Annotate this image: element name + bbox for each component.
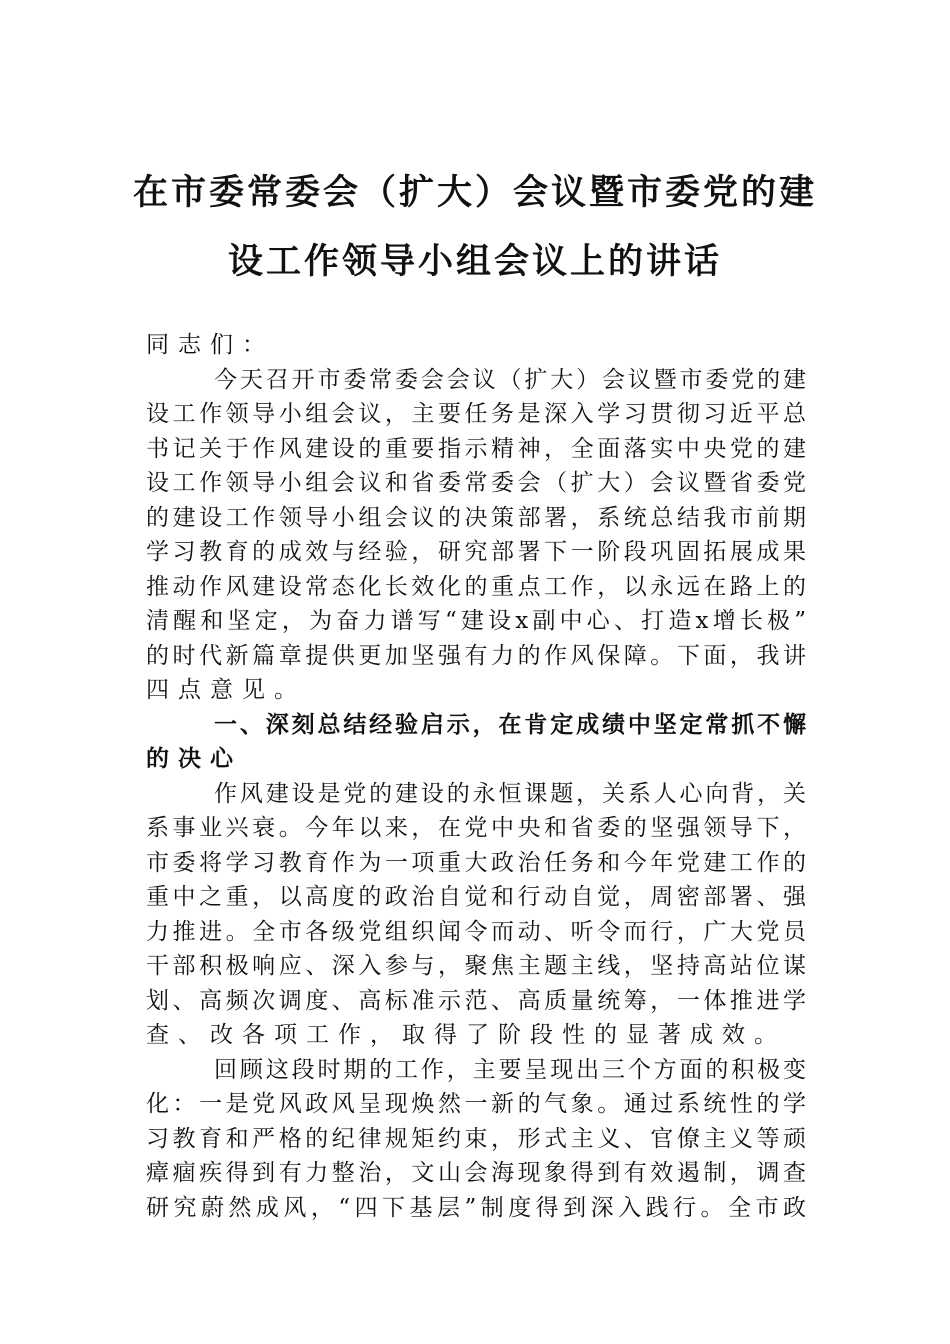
text-line: 研究蔚然成风，“四下基层”制度得到深入践行。全市政 [146,1194,806,1221]
text-line: 划、高频次调度、高标准示范、高质量统筹，一体推进学 [146,987,806,1014]
text-line: 重中之重，以高度的政治自觉和行动自觉，周密部署、强 [146,884,806,910]
text-line: 推动作风建设常态化长效化的重点工作，以永远在路上的 [146,573,806,600]
paragraph [146,777,806,1053]
text-line: 四点意见。 [146,677,306,703]
text-line: 化：一是党风政风呈现焕然一新的气象。通过系统性的学 [146,1091,806,1117]
text-line: 查、改各项工作，取得了阶段性的显著成效。 [146,1022,786,1048]
greeting: 同志们： [146,332,274,358]
section-heading [146,708,806,777]
text-line: 系事业兴衰。今年以来，在党中央和省委的坚强领导下， [146,815,806,841]
text-line: 清醒和坚定，为奋力谱写“建设x副中心、打造x增长极” [146,608,806,634]
text-line: 一、深刻总结经验启示，在肯定成绩中坚定常抓不懈 [214,711,806,738]
text-line: 作风建设是党的建设的永恒课题，关系人心向背，关 [214,780,806,807]
text-line: 的时代新篇章提供更加坚强有力的作风保障。下面，我讲 [146,642,806,669]
text-line: 学习教育的成效与经验，研究部署下一阶段巩固拓展成果 [146,539,806,565]
text-line: 书记关于作风建设的重要指示精神，全面落实中央党的建 [146,435,806,462]
text-line: 回顾这段时期的工作，主要呈现出三个方面的积极变 [214,1056,806,1083]
text-line: 习教育和严格的纪律规矩约束，形式主义、官僚主义等顽 [146,1125,806,1152]
text-line: 的决心 [146,746,242,772]
paragraph [146,1053,806,1226]
text-line: 今天召开市委常委会会议（扩大）会议暨市委党的建 [214,366,806,393]
paragraph [146,363,806,708]
text-line: 干部积极响应、深入参与，聚焦主题主线，坚持高站位谋 [146,953,806,979]
document-title-line-2: 设工作领导小组会议上的讲话 [227,242,722,282]
text-line: 市委将学习教育作为一项重大政治任务和今年党建工作的 [146,849,806,876]
text-line: 力推进。全市各级党组织闻令而动、听令而行，广大党员 [146,918,806,945]
text-line: 设工作领导小组会议，主要任务是深入学习贯彻习近平总 [146,401,806,427]
text-line: 瘴痼疾得到有力整治，文山会海现象得到有效遏制，调查 [146,1160,806,1186]
text-line: 设工作领导小组会议和省委常委会（扩大）会议暨省委党 [146,470,806,496]
document-body [146,328,806,1225]
text-line: 的建设工作领导小组会议的决策部署，系统总结我市前期 [146,504,806,531]
document-title-line-1: 在市委常委会（扩大）会议暨市委党的建 [132,173,817,213]
